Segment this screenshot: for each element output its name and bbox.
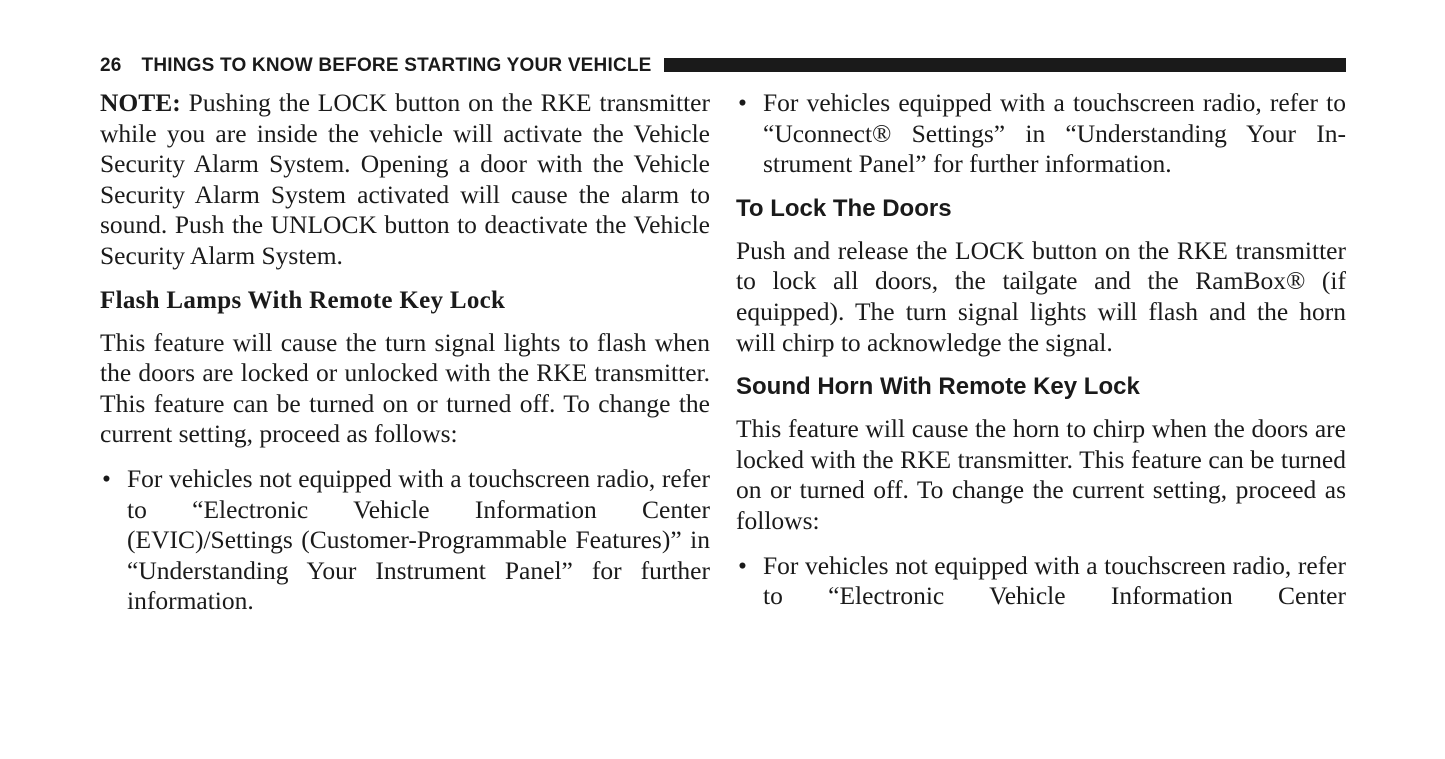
left-column [100, 88, 710, 617]
sound-horn-paragraph: This feature will cause the horn to chirp when the doors are locked with the RKE transmitter. This feature can be turned on or turned off. To change the current setting, proceed as follows: [736, 414, 1346, 535]
heading-sound-horn: Sound Horn With Remote Key Lock [736, 373, 1140, 401]
note-text: Pushing the LOCK button on the RKE transmitter while you are inside the vehicle will activate the Vehicle Security Alarm System. Opening a door with the Vehicle Security Alarm System activated will cause the alarm to sound. Push the UNLOCK button to deactivate the Vehicle Security Alarm System. [100, 88, 710, 270]
header-rule [664, 58, 1346, 72]
lock-doors-paragraph: Push and release the LOCK button on the RKE transmitter to lock all doors, the tailgate and the RamBox® (if equipped). The turn signal lights will flash and the horn will chirp to acknowledge the signal. [736, 235, 1346, 357]
right-column [736, 88, 1346, 612]
heading-lock-doors: To Lock The Doors [736, 194, 952, 222]
bullet-text: For vehicles not equipped with a touchscreen radio, refer to “Electronic Vehicle Information Center [763, 550, 1346, 611]
chapter-title: THINGS TO KNOW BEFORE STARTING YOUR VEHICLE [141, 55, 652, 76]
bullet-dot: • [102, 463, 111, 493]
flash-lamps-paragraph: This feature will cause the turn signal lights to flash when the doors are locked or unlocked with the RKE transmitter. This feature can be turned on or turned off. To change the current setting, proceed as follows: [100, 327, 710, 449]
note-paragraph [100, 88, 710, 272]
bullet-dot: • [738, 550, 747, 580]
note-label: NOTE: [100, 88, 181, 117]
page-number: 26 [100, 55, 122, 76]
bullet-item-uconnect [736, 88, 1346, 180]
bullet-text: For vehicles not equipped with a touchscreen radio, refer to “Electronic Vehicle Information Center (EVIC)/Settings (Customer-Programmable Features)” in “Understanding Your Instrument Panel” for further information. [127, 463, 710, 616]
bullet-item-evic-continued [736, 551, 1346, 612]
heading-flash-lamps: Flash Lamps With Remote Key Lock [100, 286, 506, 314]
bullet-item-evic [100, 464, 710, 617]
bullet-dot: • [738, 88, 747, 117]
page-header [100, 52, 1346, 80]
bullet-text: For vehicles equipped with a touchscreen radio, refer to “Uconnect® Settings” in “Understanding Your Instrument Panel” for further information. [763, 88, 1346, 179]
